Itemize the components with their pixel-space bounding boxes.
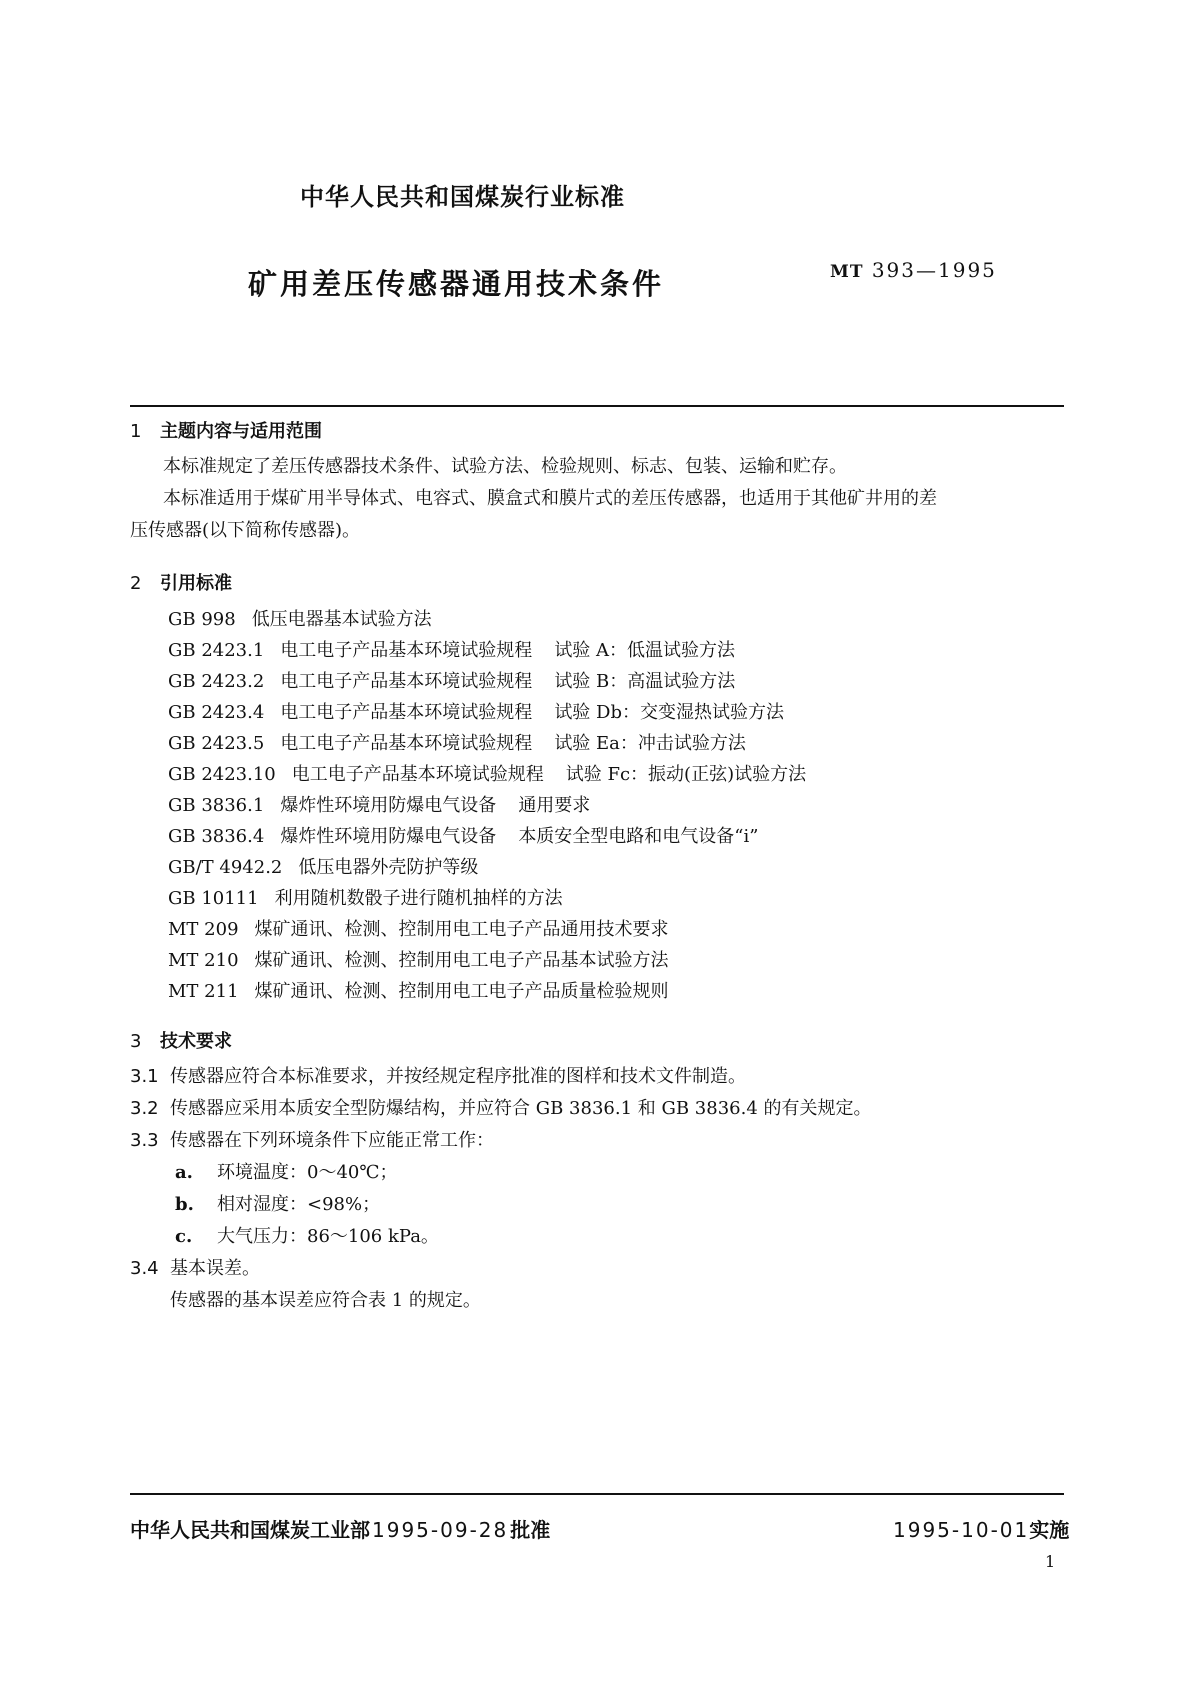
reference-item xyxy=(168,977,669,1003)
reference-title: 爆炸性环境用防爆电气设备 xyxy=(280,826,497,847)
section-3-heading xyxy=(130,1027,232,1053)
reference-item xyxy=(168,729,746,755)
condition-text: 相对湿度：<98%； xyxy=(217,1194,381,1215)
reference-item xyxy=(168,946,669,972)
reference-title: 电工电子产品基本环境试验规程 xyxy=(280,733,533,754)
reference-item xyxy=(168,605,432,631)
reference-item xyxy=(168,884,563,910)
reference-code: GB 3836.1 xyxy=(168,795,265,816)
reference-item xyxy=(168,760,806,786)
reference-code: GB 2423.5 xyxy=(168,733,265,754)
requirement-number: 3.3 xyxy=(130,1130,159,1151)
reference-title: 爆炸性环境用防爆电气设备 xyxy=(280,795,497,816)
reference-title: 电工电子产品基本环境试验规程 xyxy=(280,671,533,692)
standard-code-number: 393—1995 xyxy=(871,258,997,282)
document-title: 矿用差压传感器通用技术条件 xyxy=(248,267,665,301)
header-divider xyxy=(130,405,1064,407)
reference-title: 煤矿通讯、检测、控制用电工电子产品通用技术要求 xyxy=(254,919,669,940)
reference-subtitle: 通用要求 xyxy=(518,795,591,816)
section-2-heading xyxy=(130,569,232,595)
reference-title: 低压电器外壳防护等级 xyxy=(298,857,479,878)
page-number: 1 xyxy=(1045,1552,1056,1571)
reference-title: 利用随机数骰子进行随机抽样的方法 xyxy=(274,888,563,909)
section-1-paragraph-2-line-2: 压传感器(以下简称传感器)。 xyxy=(130,520,361,541)
requirement-3-4-body: 传感器的基本误差应符合表 1 的规定。 xyxy=(170,1290,481,1311)
standard-code xyxy=(830,258,997,282)
reference-title: 低压电器基本试验方法 xyxy=(251,609,432,630)
reference-title: 电工电子产品基本环境试验规程 xyxy=(291,764,544,785)
reference-item xyxy=(168,853,478,879)
condition-item xyxy=(175,1158,398,1188)
effective-label: 实施 xyxy=(1029,1518,1070,1542)
reference-code: MT 210 xyxy=(168,950,239,971)
requirement-text: 基本误差。 xyxy=(170,1258,260,1279)
section-3-number: 3 xyxy=(130,1031,142,1052)
reference-title: 煤矿通讯、检测、控制用电工电子产品基本试验方法 xyxy=(254,950,669,971)
section-2-number: 2 xyxy=(130,573,142,594)
requirement-number: 3.1 xyxy=(130,1066,159,1087)
reference-subtitle: 试验 B：高温试验方法 xyxy=(554,671,736,692)
reference-subtitle: 试验 Ea：冲击试验方法 xyxy=(554,733,746,754)
section-1-paragraph-1: 本标准规定了差压传感器技术条件、试验方法、检验规则、标志、包装、运输和贮存。 xyxy=(163,456,847,477)
reference-item xyxy=(168,667,735,693)
section-1-heading xyxy=(130,417,322,443)
standard-code-prefix: MT xyxy=(830,262,864,282)
reference-code: GB 10111 xyxy=(168,888,259,909)
reference-item xyxy=(168,822,758,848)
requirement-3-2 xyxy=(130,1094,872,1124)
section-3-title: 技术要求 xyxy=(160,1031,232,1052)
reference-code: MT 209 xyxy=(168,919,239,940)
condition-item xyxy=(175,1222,439,1252)
reference-code: GB 2423.4 xyxy=(168,702,265,723)
reference-code: MT 211 xyxy=(168,981,239,1002)
approval-label: 批准 xyxy=(510,1518,551,1542)
reference-item xyxy=(168,636,735,662)
section-1-title: 主题内容与适用范围 xyxy=(160,421,322,442)
footer-divider xyxy=(130,1493,1064,1495)
reference-code: GB 3836.4 xyxy=(168,826,265,847)
condition-text: 环境温度：0～40℃； xyxy=(217,1162,398,1183)
reference-code: GB 998 xyxy=(168,609,236,630)
reference-title: 电工电子产品基本环境试验规程 xyxy=(280,702,533,723)
requirement-3-3 xyxy=(130,1126,494,1156)
effective-date: 1995-10-01 xyxy=(893,1518,1030,1542)
condition-label: a. xyxy=(175,1162,193,1183)
section-1-number: 1 xyxy=(130,421,142,442)
requirement-3-4 xyxy=(130,1254,260,1284)
section-2-title: 引用标准 xyxy=(160,573,232,594)
reference-subtitle: 试验 A：低温试验方法 xyxy=(554,640,736,661)
reference-code: GB 2423.2 xyxy=(168,671,265,692)
condition-label: b. xyxy=(175,1194,194,1215)
condition-label: c. xyxy=(175,1226,193,1247)
requirement-text: 传感器应采用本质安全型防爆结构，并应符合 GB 3836.1 和 GB 3836.4 的有关规定。 xyxy=(170,1098,872,1119)
section-1-paragraph-2-line-1: 本标准适用于煤矿用半导体式、电容式、膜盒式和膜片式的差压传感器，也适用于其他矿井用的差 xyxy=(163,488,937,509)
approval-line xyxy=(130,1514,550,1543)
condition-item xyxy=(175,1190,380,1220)
reference-code: GB/T 4942.2 xyxy=(168,857,283,878)
reference-item xyxy=(168,698,784,724)
requirement-text: 传感器在下列环境条件下应能正常工作： xyxy=(170,1130,494,1151)
requirement-3-1 xyxy=(130,1062,746,1092)
requirement-number: 3.4 xyxy=(130,1258,159,1279)
issuer: 中华人民共和国煤炭工业部 xyxy=(130,1518,370,1542)
reference-title: 电工电子产品基本环境试验规程 xyxy=(280,640,533,661)
reference-code: GB 2423.1 xyxy=(168,640,265,661)
reference-subtitle: 试验 Db：交变湿热试验方法 xyxy=(554,702,784,723)
condition-text: 大气压力：86～106 kPa。 xyxy=(217,1226,439,1247)
reference-item xyxy=(168,791,590,817)
reference-subtitle: 试验 Fc：振动(正弦)试验方法 xyxy=(565,764,807,785)
reference-code: GB 2423.10 xyxy=(168,764,276,785)
reference-subtitle: 本质安全型电路和电气设备“i” xyxy=(518,826,759,847)
requirement-text: 传感器应符合本标准要求，并按经规定程序批准的图样和技术文件制造。 xyxy=(170,1066,746,1087)
reference-title: 煤矿通讯、检测、控制用电工电子产品质量检验规则 xyxy=(254,981,669,1002)
effective-line xyxy=(893,1514,1069,1543)
reference-item xyxy=(168,915,669,941)
approval-date: 1995-09-28 xyxy=(372,1518,509,1542)
issuing-authority: 中华人民共和国煤炭行业标准 xyxy=(300,183,625,211)
requirement-number: 3.2 xyxy=(130,1098,159,1119)
